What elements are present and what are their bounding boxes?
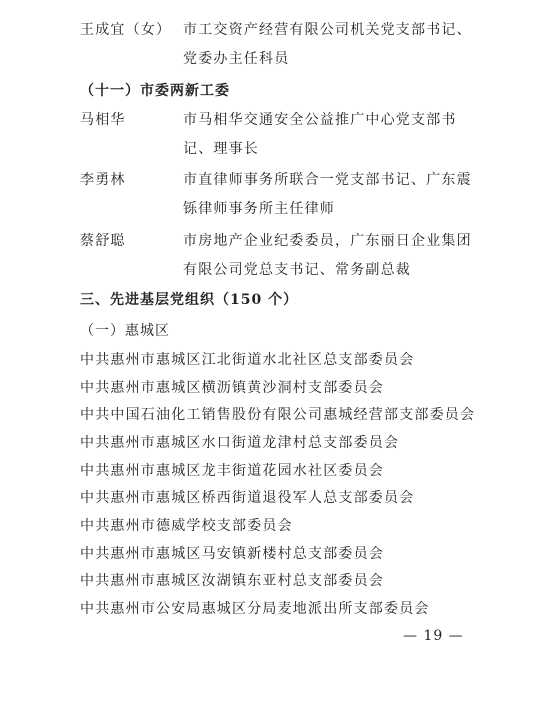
org-list-item: 中共惠州市惠城区龙丰街道花园水社区委员会 — [80, 463, 384, 479]
org-list-item: 中共惠州市惠城区汝湖镇东亚村总支部委员会 — [80, 573, 384, 589]
section-heading: （十一）市委两新工委 — [80, 83, 230, 99]
org-list-item: 中共惠州市惠城区桥西街道退役军人总支部委员会 — [80, 490, 415, 506]
person-role-line: 铄律师事务所主任律师 — [183, 201, 335, 217]
subsection-heading: （一）惠城区 — [80, 323, 170, 339]
org-list-item: 中共惠州市惠城区横沥镇黄沙洞村支部委员会 — [80, 380, 384, 396]
org-list-item: 中共中国石油化工销售股份有限公司惠城经营部支部委员会 — [80, 407, 476, 423]
section-heading: 三、先进基层党组织（150 个） — [80, 292, 299, 308]
person-name: 王成宜（女） — [80, 22, 172, 38]
org-list-item: 中共惠州市惠城区水口街道龙津村总支部委员会 — [80, 435, 400, 451]
org-list-item: 中共惠州市公安局惠城区分局麦地派出所支部委员会 — [80, 601, 430, 617]
org-list-item: 中共惠州市德威学校支部委员会 — [80, 518, 293, 534]
org-list-item: 中共惠州市惠城区马安镇新楼村总支部委员会 — [80, 546, 384, 562]
person-role-line: 市马相华交通安全公益推广中心党支部书 — [183, 112, 457, 128]
page-number: — 19 — — [403, 628, 464, 644]
person-role-line: 党委办主任科员 — [183, 51, 290, 67]
person-name: 李勇林 — [80, 172, 126, 188]
person-role-line: 市工交资产经营有限公司机关党支部书记、 — [183, 22, 472, 38]
person-role-line: 市房地产企业纪委委员，广东丽日企业集团 — [183, 233, 472, 249]
person-name: 蔡舒聪 — [80, 233, 126, 249]
person-role-line: 记、理事长 — [183, 141, 259, 157]
person-role-line: 有限公司党总支书记、常务副总裁 — [183, 262, 411, 278]
person-name: 马相华 — [80, 112, 126, 128]
org-list-item: 中共惠州市惠城区江北街道水北社区总支部委员会 — [80, 352, 415, 368]
person-role-line: 市直律师事务所联合一党支部书记、广东震 — [183, 172, 472, 188]
